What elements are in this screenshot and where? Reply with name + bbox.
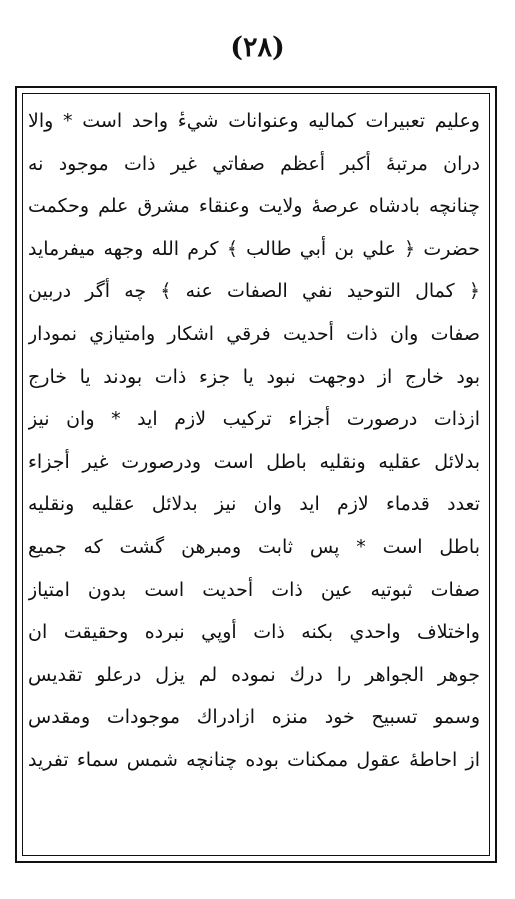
text-line-14: جوهر الجواهر را درك نموده لم يزل درعلو تقديس xyxy=(28,663,480,686)
text-line-1: وعليم تعبيرات كماليه وعنوانات شيءٔ واحد است * والا xyxy=(28,110,480,132)
page-number: (٢٨) xyxy=(230,32,285,63)
text-line-15: وسمو تسبيح خود منزه ازادراك موجودات ومقدس xyxy=(28,706,480,729)
page-body-text xyxy=(28,100,480,850)
text-line-8: ازذات درصورت أجزاء تركيب لازم ايد * وان نيز xyxy=(28,408,480,431)
text-line-3: چنانچه بادشاه عرصهٔ ولايت وعنقاء مشرق علم وحكمت xyxy=(28,195,480,218)
text-line-12: صفات ثبوتيه عين ذات أحديت است بدون امتياز xyxy=(28,578,480,601)
text-line-5: ﴿ كمال التوحيد نفي الصفات عنه ﴾ چه أگر دربين xyxy=(28,280,480,303)
text-line-10: تعدد قدماء لازم ايد وان نيز بدلائل عقليه ونقليه xyxy=(28,493,480,516)
text-line-13: واختلاف واحدي بكنه ذات أوپي نبرده وحقيقت ان xyxy=(28,621,480,644)
text-line-11: باطل است * پس ثابت ومبرهن گشت كه جميع xyxy=(28,535,480,558)
text-line-7: بود خارج از دوجهت نبود يا جزء ذات بودند يا خارج xyxy=(28,365,480,388)
text-line-9: بدلائل عقليه ونقليه باطل است ودرصورت غير أجزاء xyxy=(28,450,480,473)
text-line-16: از احاطهٔ عقول ممكنات بوده چنانچه شمس سماء تفريد xyxy=(28,748,480,771)
text-line-2: دران مرتبهٔ أكبر أعظم صفاتي غير ذات موجود نه xyxy=(28,152,480,175)
text-line-6: صفات وان ذات أحديت فرقي اشكار وامتيازي نمودار xyxy=(28,322,480,345)
text-line-4: حضرت ﴿ علي بن أبي طالب ﴾ كرم الله وجهه ميفرمايد xyxy=(28,237,480,260)
